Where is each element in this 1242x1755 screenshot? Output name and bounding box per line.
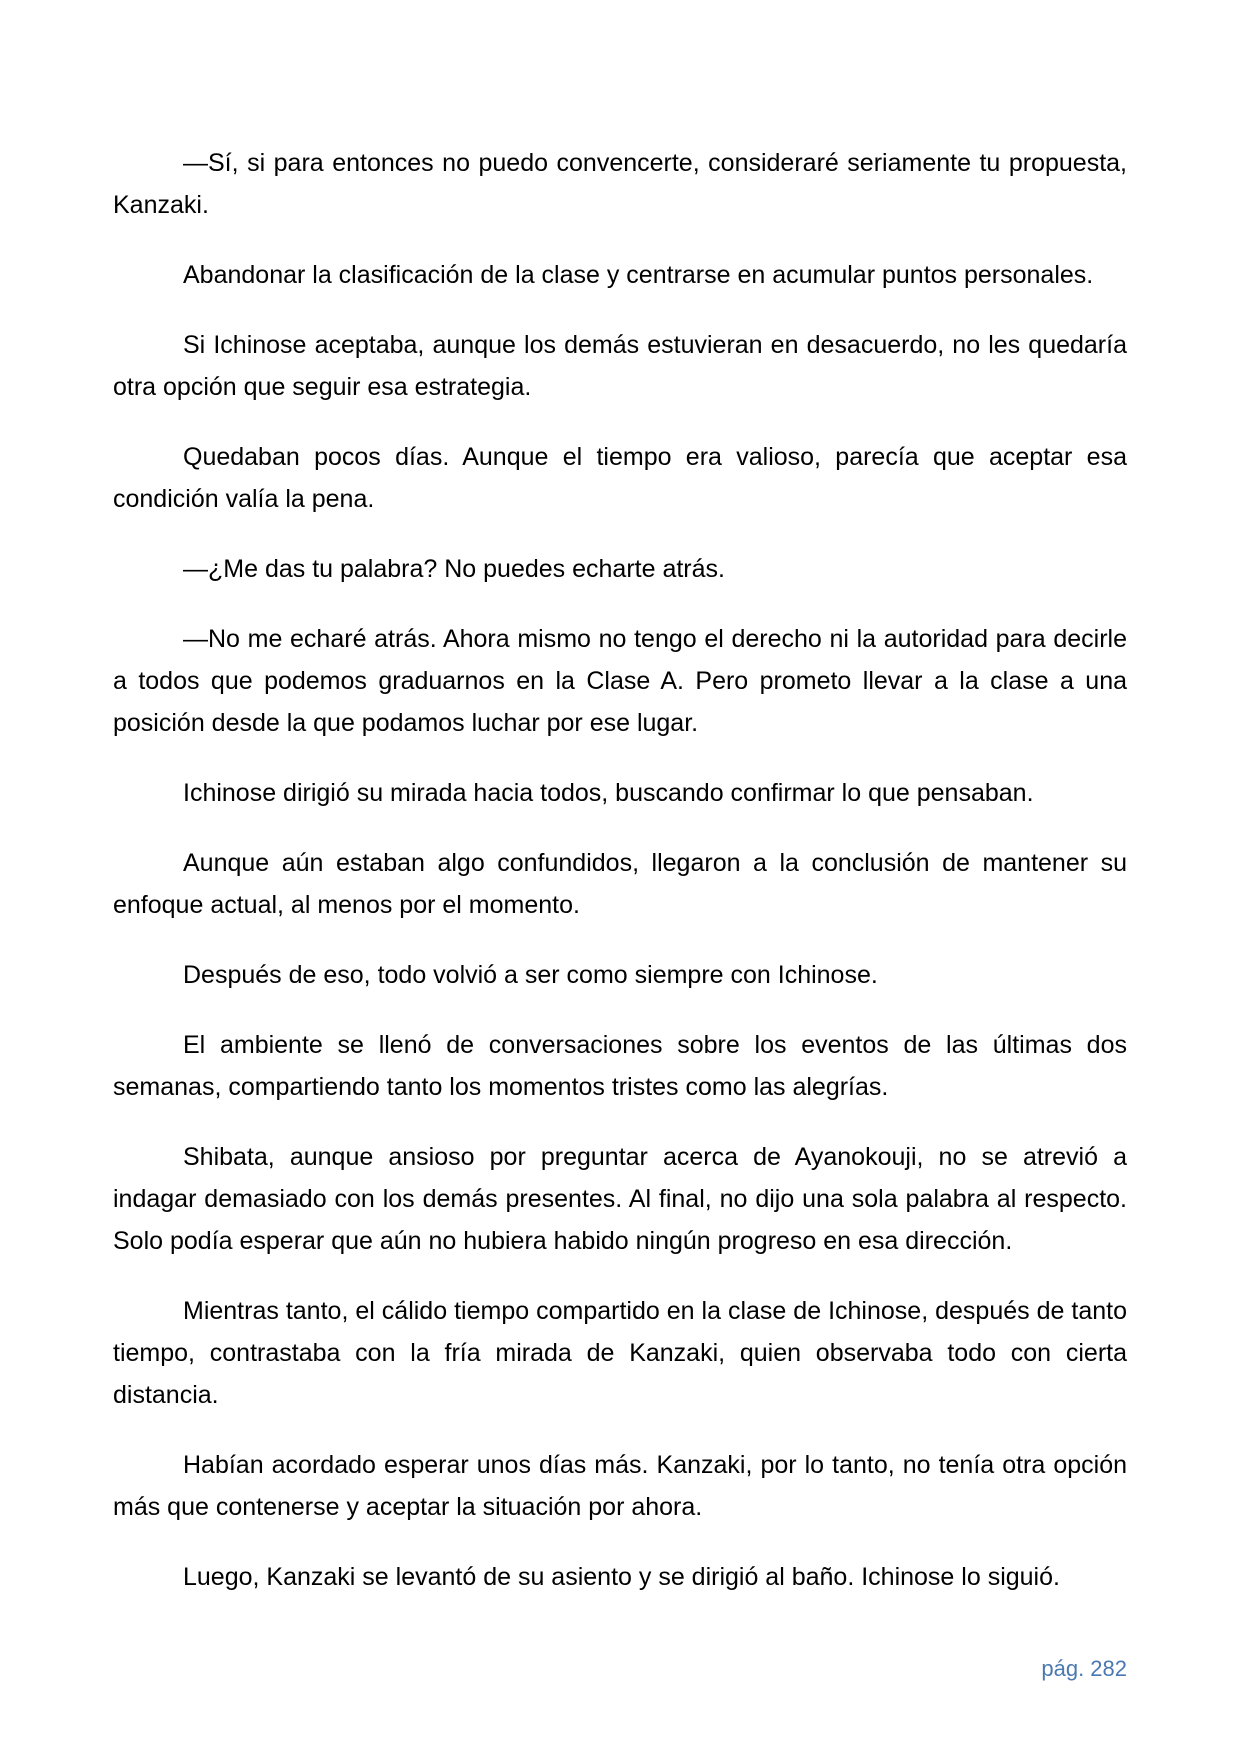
- paragraph-dialogue-no-me-echare-atras: —No me echaré atrás. Ahora mismo no tengo el derecho ni la autoridad para decirle a todos que podemos graduarnos en la Clase A. Pero prometo llevar a la clase a una posición desde la que podamos luchar por ese lugar.: [113, 625, 1127, 737]
- paragraph-habian-acordado-esperar: Habían acordado esperar unos días más. Kanzaki, por lo tanto, no tenía otra opción más que contenerse y aceptar la situación por ahora.: [113, 1451, 1127, 1521]
- paragraph-mientras-tanto: Mientras tanto, el cálido tiempo compartido en la clase de Ichinose, después de tanto tiempo, contrastaba con la fría mirada de Kanzaki, quien observaba todo con cierta distancia.: [113, 1297, 1127, 1409]
- paragraph-despues-de-eso: Después de eso, todo volvió a ser como siempre con Ichinose.: [183, 961, 878, 989]
- page-footer: [1041, 1656, 1127, 1682]
- paragraph-quedaban-pocos-dias: Quedaban pocos días. Aunque el tiempo era valioso, parecía que aceptar esa condición valía la pena.: [113, 443, 1127, 513]
- paragraph-ichinose-dirigio-su-mirada: Ichinose dirigió su mirada hacia todos, buscando confirmar lo que pensaban.: [183, 779, 1034, 807]
- paragraph-dialogue-si-para-entonces: —Sí, si para entonces no puedo convencerte, consideraré seriamente tu propuesta, Kanzaki.: [113, 149, 1127, 219]
- paragraph-si-ichinose-aceptaba: Si Ichinose aceptaba, aunque los demás estuvieran en desacuerdo, no les quedaría otra opción que seguir esa estrategia.: [113, 331, 1127, 401]
- page-body: [113, 142, 1127, 1626]
- paragraph-abandonar-clasificacion: Abandonar la clasificación de la clase y centrarse en acumular puntos personales.: [183, 261, 1094, 289]
- page-number: pág. 282: [1041, 1656, 1127, 1681]
- paragraph-shibata-ansioso: Shibata, aunque ansioso por preguntar acerca de Ayanokouji, no se atrevió a indagar demasiado con los demás presentes. Al final, no dijo una sola palabra al respecto. Solo podía esperar que aún no hubiera habido ningún progreso en esa dirección.: [113, 1143, 1127, 1255]
- paragraph-aunque-aun-estaban: Aunque aún estaban algo confundidos, llegaron a la conclusión de mantener su enfoque actual, al menos por el momento.: [113, 849, 1127, 919]
- paragraph-el-ambiente-se-lleno: El ambiente se llenó de conversaciones sobre los eventos de las últimas dos semanas, compartiendo tanto los momentos tristes como las alegrías.: [113, 1031, 1127, 1101]
- paragraph-luego-kanzaki-se-levanto: Luego, Kanzaki se levantó de su asiento y se dirigió al baño. Ichinose lo siguió.: [183, 1563, 1060, 1591]
- paragraph-dialogue-me-das-tu-palabra: —¿Me das tu palabra? No puedes echarte atrás.: [183, 555, 725, 583]
